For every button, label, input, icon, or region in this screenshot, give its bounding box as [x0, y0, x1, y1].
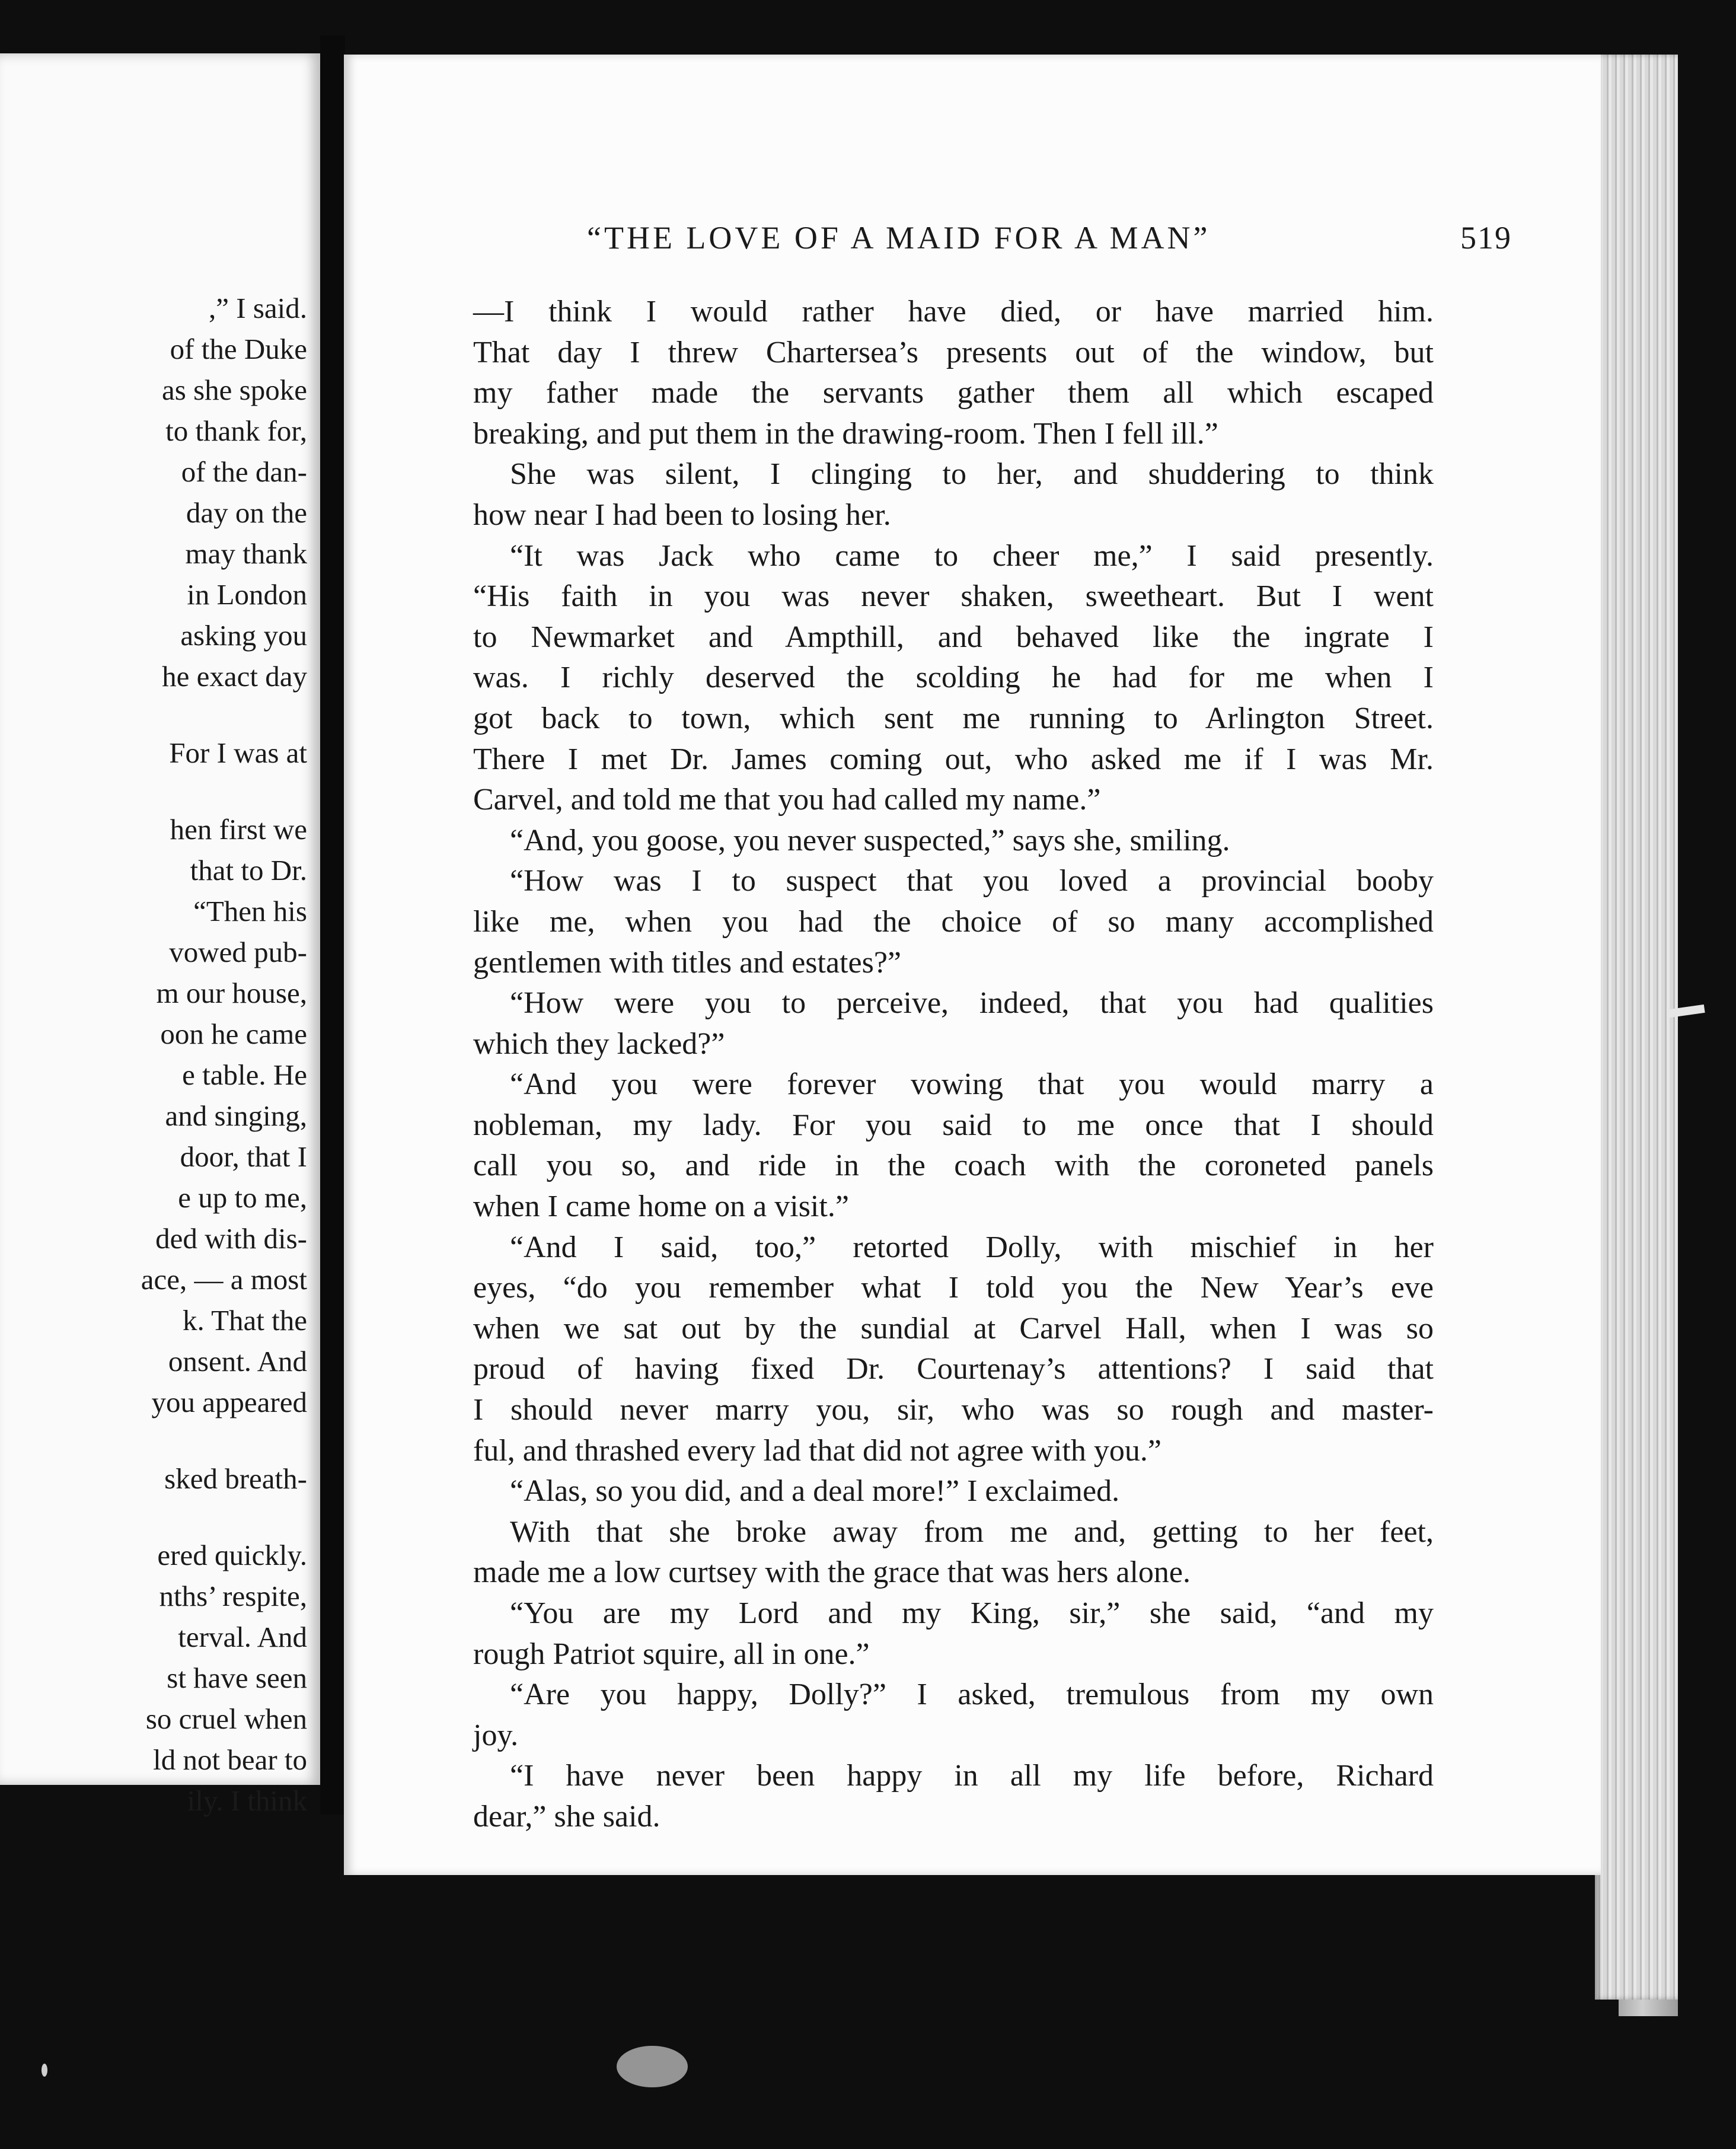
- left-text-line: of the dan-: [181, 455, 307, 488]
- scan-speck: [42, 2064, 47, 2077]
- left-text-line: sked breath-: [164, 1462, 307, 1495]
- text-line: “You are my Lord and my King, sir,” she said, “and my: [510, 1596, 1434, 1630]
- right-page: [344, 55, 1601, 1875]
- text-line: With that she broke away from me and, getting to her feet,: [510, 1514, 1434, 1549]
- text-line: got back to town, which sent me running to Arlington Street.: [473, 701, 1434, 735]
- text-line: She was silent, I clinging to her, and shuddering to think: [510, 457, 1434, 492]
- left-text-line: in London: [187, 578, 307, 611]
- page-edges: [1595, 55, 1678, 2000]
- left-text-line: of the Duke: [170, 333, 307, 365]
- left-text-line: and singing,: [165, 1099, 307, 1132]
- left-text-line: ld not bear to: [153, 1743, 307, 1776]
- text-line: breaking, and put them in the drawing-room. Then I fell ill.”: [473, 416, 1218, 451]
- text-line: “I have never been happy in all my life before, Richard: [510, 1759, 1434, 1793]
- text-line: There I met Dr. James coming out, who asked me if I was Mr.: [473, 742, 1434, 776]
- left-text-line: door, that I: [180, 1140, 307, 1173]
- left-text-line: nths’ respite,: [159, 1580, 307, 1612]
- left-text-line: vowed pub-: [169, 936, 307, 968]
- chapter-title: “THE LOVE OF A MAID FOR A MAN”: [587, 220, 1211, 256]
- text-line: to Newmarket and Ampthill, and behaved like the ingrate I: [473, 620, 1434, 654]
- left-page: [0, 53, 320, 1817]
- text-line: joy.: [473, 1718, 519, 1752]
- left-text-line: may thank: [185, 537, 307, 570]
- left-text-line: st have seen: [167, 1662, 307, 1694]
- left-text-line: asking you: [180, 619, 307, 652]
- left-text-line: e up to me,: [178, 1181, 307, 1214]
- text-line: —I think I would rather have died, or have married him.: [473, 295, 1434, 329]
- text-line: Carvel, and told me that you had called my name.”: [473, 783, 1101, 817]
- text-line: That day I threw Chartersea’s presents out of the window, but: [473, 335, 1434, 369]
- text-line: “His faith in you was never shaken, sweetheart. But I went: [473, 579, 1434, 614]
- text-line: my father made the servants gather them all which escaped: [473, 376, 1434, 410]
- left-text-line: ace, — a most: [141, 1263, 307, 1296]
- left-text-line: m our house,: [156, 977, 307, 1009]
- text-line: how near I had been to losing her.: [473, 498, 891, 532]
- text-line: eyes, “do you remember what I told you the New Year’s eve: [473, 1271, 1434, 1305]
- text-line: which they lacked?”: [473, 1026, 725, 1061]
- text-line: “Are you happy, Dolly?” I asked, tremulous from my own: [510, 1678, 1434, 1712]
- text-line: “And you were forever vowing that you would marry a: [510, 1067, 1434, 1102]
- left-text-line: as she spoke: [162, 374, 307, 406]
- text-line: “And, you goose, you never suspected,” says she, smiling.: [510, 823, 1230, 857]
- book-gutter: [320, 36, 345, 1815]
- left-text-line: ded with dis-: [155, 1222, 307, 1255]
- left-text-line: to thank for,: [165, 415, 307, 447]
- text-line: made me a low curtsey with the grace that was hers alone.: [473, 1555, 1191, 1590]
- left-text-line: hen first we: [170, 813, 307, 846]
- body-text: [473, 292, 1434, 1838]
- scan-speck: [617, 2046, 688, 2087]
- left-text-line: e table. He: [182, 1058, 307, 1091]
- text-line: “How were you to perceive, indeed, that you had qualities: [510, 986, 1434, 1021]
- left-text-line: onsent. And: [168, 1345, 307, 1378]
- text-line: when we sat out by the sundial at Carvel Hall, when I was so: [473, 1311, 1434, 1345]
- left-text-line: you appeared: [151, 1386, 307, 1418]
- text-line: rough Patriot squire, all in one.”: [473, 1637, 870, 1671]
- left-text-line: For I was at: [169, 736, 307, 769]
- text-line: call you so, and ride in the coach with the coroneted panels: [473, 1149, 1434, 1183]
- text-line: was. I richly deserved the scolding he had for me when I: [473, 661, 1434, 695]
- left-text-line: day on the: [186, 496, 307, 529]
- left-text-line: that to Dr.: [190, 854, 307, 887]
- text-line: “How was I to suspect that you loved a provincial booby: [510, 864, 1434, 898]
- text-line: “Alas, so you did, and a deal more!” I exclaimed.: [510, 1474, 1120, 1509]
- left-text-line: terval. And: [178, 1621, 307, 1653]
- text-line: like me, when you had the choice of so many accomplished: [473, 904, 1434, 939]
- text-line: dear,” she said.: [473, 1799, 660, 1834]
- text-line: proud of having fixed Dr. Courtenay’s attentions? I said that: [473, 1352, 1434, 1386]
- text-line: “And I said, too,” retorted Dolly, with mischief in her: [510, 1230, 1434, 1264]
- page-number: 519: [1460, 220, 1512, 256]
- text-line: gentlemen with titles and estates?”: [473, 945, 901, 980]
- text-line: nobleman, my lady. For you said to me once that I should: [473, 1108, 1434, 1142]
- left-text-line: he exact day: [162, 660, 307, 693]
- left-text-line: ered quickly.: [157, 1539, 307, 1571]
- text-line: “It was Jack who came to cheer me,” I said presently.: [510, 538, 1434, 573]
- text-line: I should never marry you, sir, who was so rough and master-: [473, 1393, 1434, 1427]
- left-text-line: k. That the: [182, 1304, 307, 1337]
- left-text-line: ily. I think: [187, 1784, 307, 1817]
- text-line: when I came home on a visit.”: [473, 1190, 849, 1224]
- text-line: ful, and thrashed every lad that did not agree with you.”: [473, 1433, 1161, 1468]
- left-text-line: ,” I said.: [209, 292, 307, 324]
- left-text-line: “Then his: [193, 895, 307, 927]
- left-text-line: oon he came: [160, 1018, 307, 1050]
- left-text-line: so cruel when: [145, 1702, 307, 1735]
